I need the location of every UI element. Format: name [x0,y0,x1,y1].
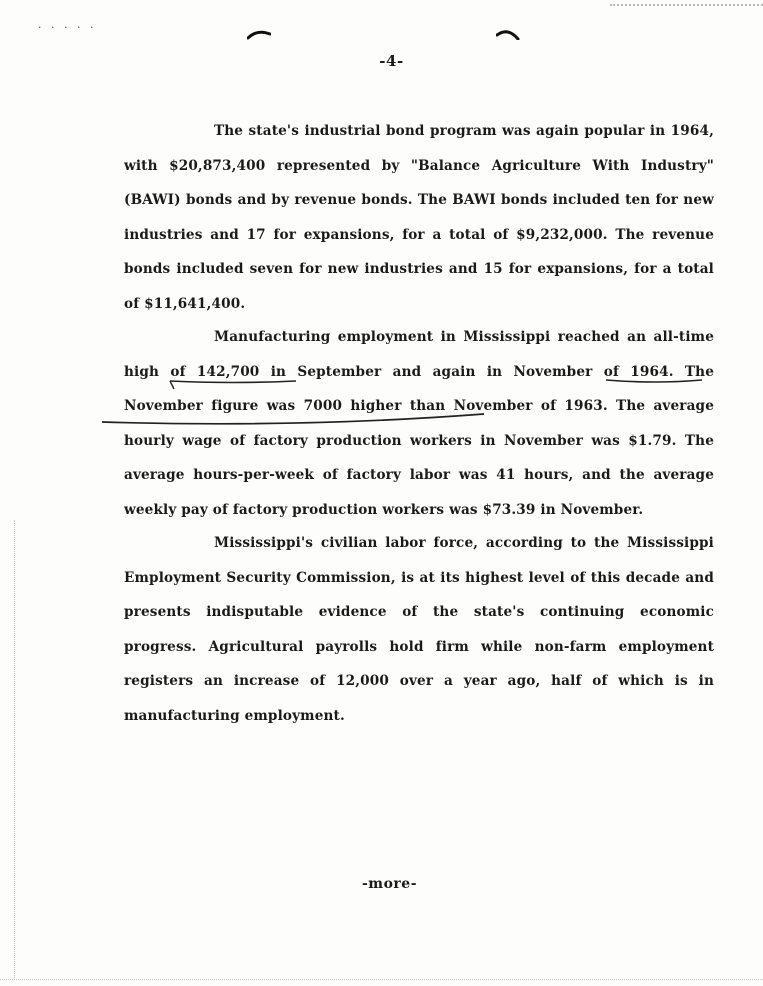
corner-specks: · · · · · [38,21,97,34]
binder-mark-left [247,28,271,40]
left-edge-specks [0,520,15,980]
page-number: -4- [379,52,404,70]
bottom-edge-perforation [0,979,763,984]
paragraph-bond-program: The state's industrial bond program was again popular in 1964, with $20,873,400 represented by "Balance Agriculture With Industry" (BAWI) bonds and by revenue bonds. The BAWI bonds included ten for new industries and 17 for expansions, for a total of $9,232,000. The revenue bonds included seven for new industries and 15 for expansions, for a total of $11,641,400. [124,123,714,312]
paragraph-labor-force: Mississippi's civilian labor force, according to the Mississippi Employment Security Commission, is at its highest level of this decade and presents indisputable evidence of the state's continuing economic progress. Agricultural payrolls hold firm while non-farm employment registers an increase of 12,000 over a year ago, half of which is in manufacturing employment. [124,535,714,724]
continued-marker: -more- [361,876,418,892]
paragraph-manufacturing-employment: Manufacturing employment in Mississippi reached an all-time high of 142,700 in September and again in November of 1964. The November figure was 7000 higher than November of 1963. The average hourly wage of factory production workers in November was $1.79. The average hours-per-week of factory labor was 41 hours, and the average weekly pay of factory production workers was $73.39 in November. [124,329,714,518]
top-edge-perforation [610,0,763,6]
binder-mark-right [496,28,520,40]
